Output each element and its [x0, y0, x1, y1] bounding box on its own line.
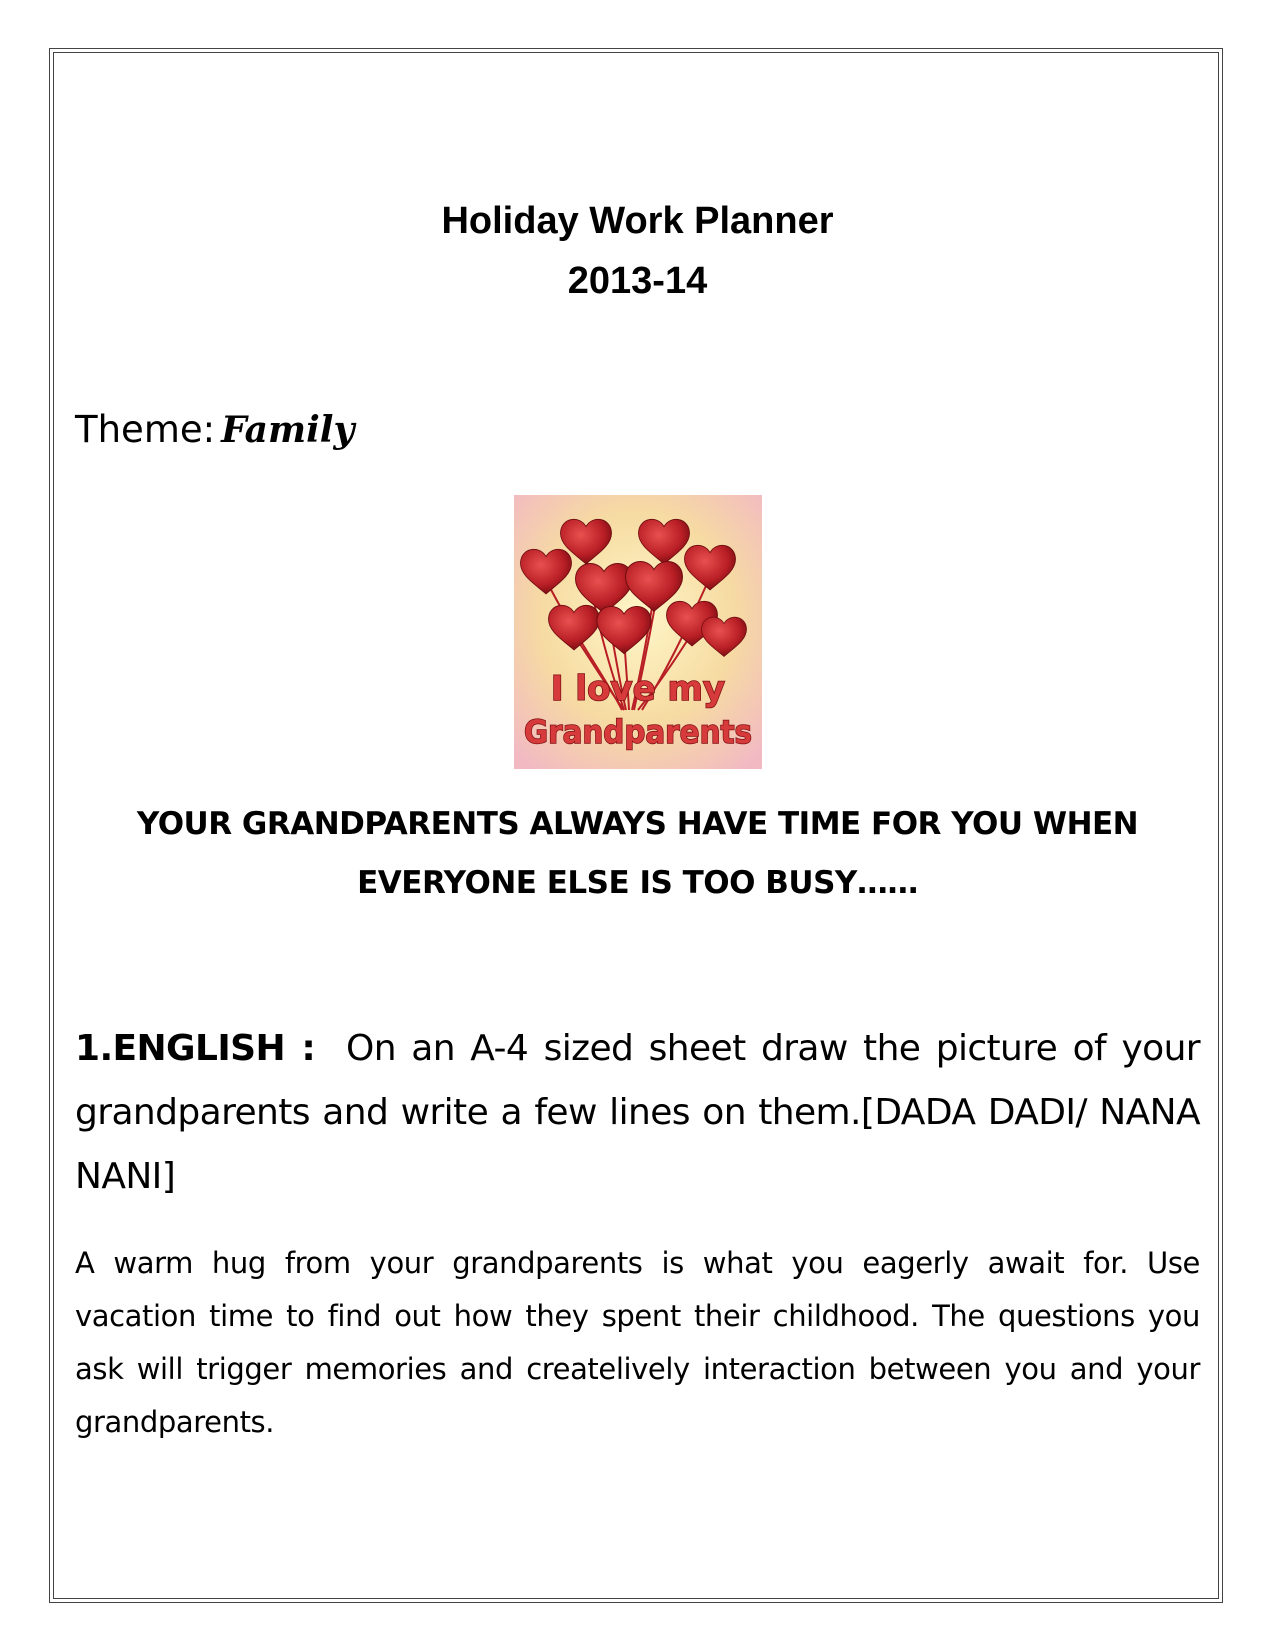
picture-caption-line1: I love my: [550, 669, 726, 709]
quote-line1: YOUR GRANDPARENTS ALWAYS HAVE TIME FOR YOU WHEN: [136, 806, 1139, 842]
theme-label: Theme:: [75, 408, 216, 451]
theme-value: Family: [221, 409, 355, 451]
quote: [75, 795, 1200, 913]
english-text: On an A-4 sized sheet draw the picture of your grandparents and write a few lines on them.[DADA DADI/ NANA NANI]: [75, 1028, 1200, 1197]
english-heading: 1.ENGLISH :: [75, 1028, 316, 1069]
theme-line: [75, 405, 354, 455]
description-paragraph: A warm hug from your grandparents is what you eagerly await for. Use vacation time to find out how they spent their childhood. The questions you ask will trigger memories and createlively interaction between you and your grandparents.: [75, 1246, 1200, 1439]
page-year: 2013-14: [567, 260, 708, 302]
heart-balloons-icon: [514, 495, 762, 769]
picture-caption-line2: Grandparents: [524, 713, 752, 751]
page-title: Holiday Work Planner: [441, 200, 834, 242]
grandparents-picture: [514, 495, 762, 769]
english-task: [75, 1017, 1200, 1209]
quote-line2: EVERYONE ELSE IS TOO BUSY……: [357, 865, 918, 901]
